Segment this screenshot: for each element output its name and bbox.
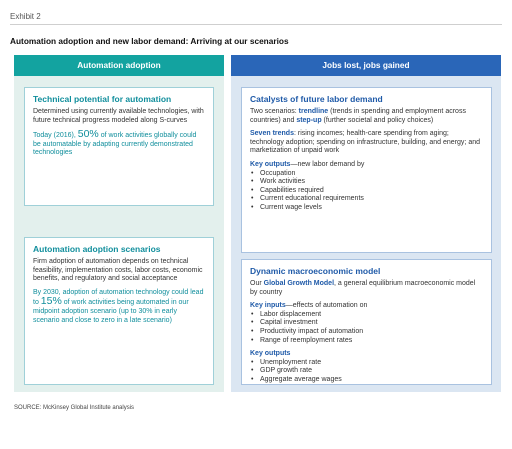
exhibit-label: Exhibit 2 — [10, 12, 41, 21]
stat-prefix: By 2030, adoption of automation technology could lead to — [33, 288, 204, 307]
key-outputs-label: Key outputs — [250, 160, 291, 168]
jobs-panel — [231, 55, 501, 392]
seven-trends-text: : rising incomes; health-care spending from aging; technology adoption; spending on infrastructure, building, and energy; and marketization of unpaid work — [250, 130, 480, 155]
automation-adoption-header: Automation adoption — [14, 55, 224, 76]
macro-text: Our — [250, 280, 264, 287]
adoption-scenarios-stat — [33, 289, 205, 325]
list-item: • Productivity impact of automation — [250, 328, 483, 337]
list-item: • Range of reemployment rates — [250, 337, 483, 346]
source-note: SOURCE: McKinsey Global Institute analysis — [14, 405, 135, 411]
list-item: • GDP growth rate — [250, 367, 483, 376]
list-item: • Current wage levels — [250, 204, 483, 213]
macro-model-card — [241, 259, 492, 385]
list-item: • Unemployment rate — [250, 359, 483, 368]
technical-potential-desc: Determined using currently available technologies, with future technical progress modeled along S-curves — [33, 108, 204, 124]
scenarios-text: Two scenarios: — [250, 108, 299, 115]
jobs-header: Jobs lost, jobs gained — [231, 55, 501, 76]
catalysts-card — [241, 87, 492, 253]
macro-model-desc — [250, 280, 483, 297]
list-item: • Capabilities required — [250, 187, 483, 196]
stat-suffix: of work activities being automated in our midpoint adoption scenario (up to 30% in early scenario and close to zero in a late scenario) — [33, 299, 189, 324]
key-inputs-heading — [250, 302, 483, 311]
key-outputs-text: —new labor demand by — [290, 160, 365, 168]
trendline-desc: (trends in spending and employment across countries) and — [250, 108, 466, 124]
stepup-label: step-up — [296, 116, 322, 124]
list-item: • Work activities — [250, 178, 483, 187]
macro-model-title: Dynamic macroeconomic model — [250, 266, 381, 276]
automation-adoption-panel — [14, 55, 224, 392]
macro-desc: , a general equilibrium macroeconomic model by country — [250, 280, 476, 296]
catalysts-title: Catalysts of future labor demand — [250, 94, 383, 104]
stat-15-percent: 15% — [40, 295, 62, 308]
stat-suffix: of work activities globally could be automatable by adapting currently demonstrated technologies — [33, 132, 197, 157]
labor-demand-list — [250, 170, 483, 213]
adoption-scenarios-title: Automation adoption scenarios — [33, 244, 161, 254]
seven-trends-label: Seven trends — [250, 130, 294, 138]
key-outputs-list — [250, 359, 483, 385]
key-inputs-list — [250, 311, 483, 345]
list-item: • Capital investment — [250, 319, 483, 328]
technical-potential-title: Technical potential for automation — [33, 94, 172, 104]
top-divider — [10, 24, 502, 25]
technical-potential-stat — [33, 130, 205, 158]
stat-prefix: Today (2016), — [33, 132, 78, 140]
list-item: • Aggregate average wages — [250, 376, 483, 385]
list-item: • Current educational requirements — [250, 195, 483, 204]
key-inputs-text: —effects of automation on — [285, 302, 368, 310]
global-growth-model-label: Global Growth Model — [263, 280, 335, 287]
adoption-scenarios-card — [24, 237, 214, 385]
list-item: • Occupation — [250, 170, 483, 179]
diagram-title: Automation adoption and new labor demand: Arriving at our scenarios — [10, 36, 289, 46]
list-item: • Labor displacement — [250, 311, 483, 320]
key-inputs-label: Key inputs — [250, 302, 286, 310]
trendline-label: trendline — [298, 108, 329, 115]
technical-potential-card — [24, 87, 214, 206]
seven-trends — [250, 130, 483, 156]
key-outputs-label: Key outputs — [250, 350, 291, 358]
stepup-desc: (further societal and policy choices) — [321, 116, 434, 124]
adoption-scenarios-desc: Firm adoption of automation depends on technical feasibility, implementation costs, labor costs, economic benefits, and regulatory and social acceptance — [33, 258, 203, 283]
catalysts-scenarios — [250, 108, 483, 125]
stat-50-percent: 50% — [77, 128, 99, 141]
key-outputs-heading — [250, 161, 483, 170]
